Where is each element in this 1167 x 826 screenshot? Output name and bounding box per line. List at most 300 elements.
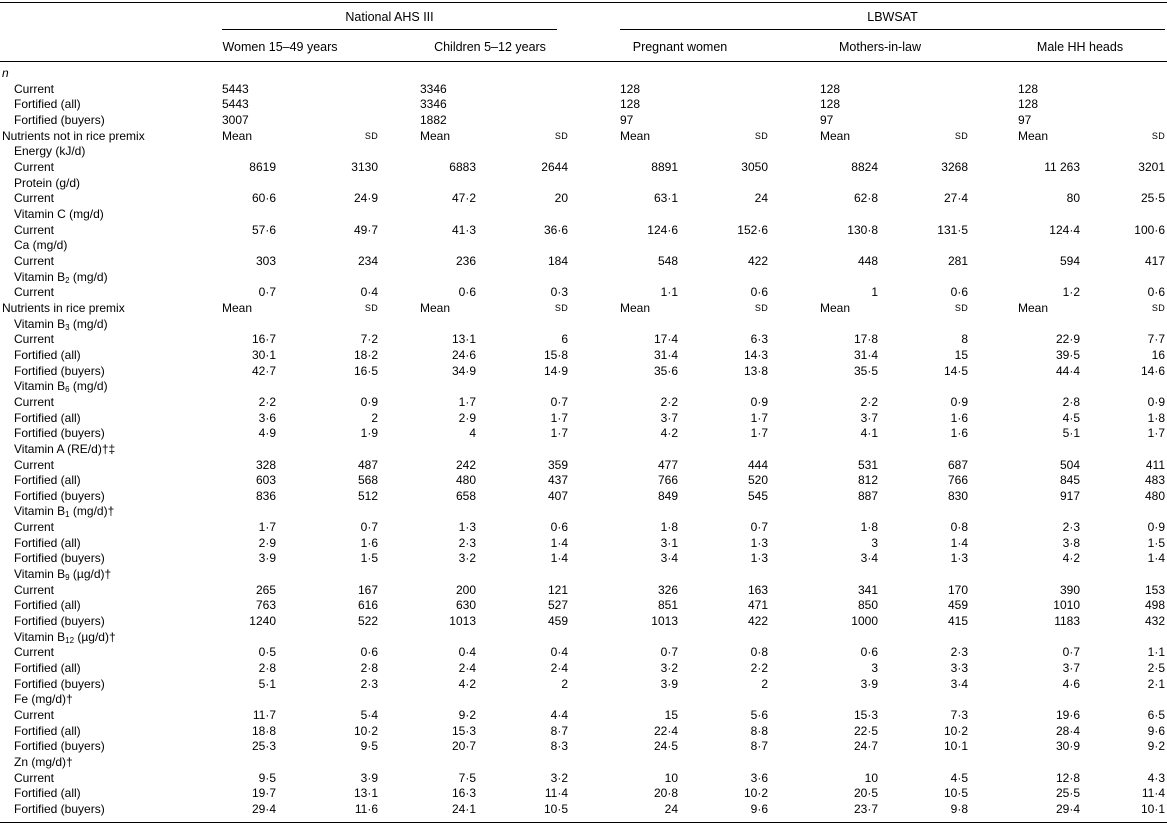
sd-value: 6·5 bbox=[1147, 708, 1165, 723]
sd-value: 471 bbox=[747, 598, 768, 613]
mean-value: 4·9 bbox=[258, 426, 276, 441]
sd-value: 9·6 bbox=[1147, 723, 1165, 738]
mean-value: 836 bbox=[255, 488, 276, 503]
mean-value: 812 bbox=[857, 473, 878, 488]
mean-value: 3·7 bbox=[860, 410, 878, 425]
mean-value: 28·4 bbox=[1055, 723, 1080, 738]
mean-header: Mean bbox=[620, 128, 651, 143]
nutrient-label: Vitamin $B_9$ (µg/d)† bbox=[14, 567, 112, 583]
mean-value: 1010 bbox=[1053, 598, 1080, 613]
sd-value: 422 bbox=[747, 614, 768, 629]
sd-value: 3·9 bbox=[360, 770, 378, 785]
sd-value: 1·4 bbox=[950, 535, 968, 550]
mean-value: 1·3 bbox=[458, 520, 476, 535]
mean-value: 3·2 bbox=[458, 551, 476, 566]
header-rule bbox=[0, 61, 1167, 62]
sd-value: 9·5 bbox=[360, 739, 378, 754]
row-label: Current bbox=[14, 222, 55, 237]
mean-value: 630 bbox=[455, 598, 476, 613]
sd-value: 520 bbox=[747, 473, 768, 488]
row-label: Fortified (all) bbox=[14, 598, 81, 613]
sd-value: 7·7 bbox=[1147, 332, 1165, 347]
sd-value: 498 bbox=[1144, 598, 1165, 613]
mean-value: 1·7 bbox=[458, 394, 476, 409]
mean-value: 31·4 bbox=[853, 347, 878, 362]
sample-size-value: 97 bbox=[820, 112, 834, 127]
mean-header: Mean bbox=[222, 300, 253, 315]
mean-value: 11·7 bbox=[252, 708, 276, 723]
mean-value: 531 bbox=[857, 457, 878, 472]
sd-value: 2·3 bbox=[950, 645, 968, 660]
sd-value: 14·6 bbox=[1140, 363, 1165, 378]
mean-value: 30·9 bbox=[1055, 739, 1080, 754]
sd-header: SD bbox=[954, 302, 968, 313]
mean-value: 390 bbox=[1059, 582, 1080, 597]
mean-value: 3·4 bbox=[860, 551, 878, 566]
sd-value: 20 bbox=[554, 191, 568, 206]
mean-value: 25·3 bbox=[251, 739, 276, 754]
sd-value: 1·7 bbox=[750, 426, 768, 441]
mean-value: 303 bbox=[255, 253, 276, 268]
sd-value: 407 bbox=[547, 488, 568, 503]
sd-value: 2·5 bbox=[1147, 661, 1165, 676]
sd-value: 11·6 bbox=[354, 802, 378, 817]
sd-value: 3·3 bbox=[950, 661, 968, 676]
sd-value: 411 bbox=[1145, 457, 1165, 472]
row-label: Current bbox=[14, 708, 55, 723]
column-group-header: Mothers-in-law bbox=[839, 40, 921, 54]
mean-value: 35·6 bbox=[653, 363, 678, 378]
sd-value: 766 bbox=[947, 473, 968, 488]
sample-size-value: 97 bbox=[1018, 112, 1032, 127]
sd-value: 2 bbox=[371, 410, 378, 425]
mean-value: 236 bbox=[455, 253, 476, 268]
sd-value: 167 bbox=[357, 582, 378, 597]
row-label: Fortified (all) bbox=[14, 661, 81, 676]
sd-value: 3·4 bbox=[950, 676, 968, 691]
sd-value: 5·6 bbox=[750, 708, 768, 723]
mean-value: 3·4 bbox=[660, 551, 678, 566]
mean-value: 2·3 bbox=[458, 535, 476, 550]
sd-value: 0·6 bbox=[360, 645, 378, 660]
sd-value: 432 bbox=[1144, 614, 1165, 629]
nutrient-label: Protein (g/d) bbox=[14, 175, 81, 190]
mean-value: 2·8 bbox=[1062, 394, 1080, 409]
sd-value: 0·4 bbox=[360, 285, 378, 300]
nutrient-label: Vitamin C (mg/d) bbox=[14, 206, 104, 221]
mean-value: 1240 bbox=[249, 614, 276, 629]
sd-value: 100·6 bbox=[1134, 222, 1165, 237]
sd-value: 459 bbox=[547, 614, 568, 629]
mean-value: 1·8 bbox=[660, 520, 678, 535]
sd-value: 16 bbox=[1151, 347, 1165, 362]
row-label: Fortified (all) bbox=[14, 347, 81, 362]
mean-value: 887 bbox=[857, 488, 878, 503]
sample-size-value: 128 bbox=[820, 97, 841, 112]
sd-value: 687 bbox=[947, 457, 968, 472]
sd-value: 8·3 bbox=[550, 739, 568, 754]
mean-value: 7·5 bbox=[458, 770, 476, 785]
section-label: Nutrients in rice premix bbox=[2, 300, 125, 315]
mean-value: 39·5 bbox=[1055, 347, 1080, 362]
mean-value: 1·7 bbox=[258, 520, 276, 535]
sd-value: 11·4 bbox=[1141, 786, 1165, 801]
mean-value: 2·3 bbox=[1062, 520, 1080, 535]
sample-size-value: 128 bbox=[620, 81, 641, 96]
sd-value: 2 bbox=[761, 676, 768, 691]
sd-value: 487 bbox=[357, 457, 378, 472]
row-label: Fortified (buyers) bbox=[14, 739, 105, 754]
nutrient-label: Vitamin $B_6$ (mg/d) bbox=[14, 379, 108, 395]
sd-value: 0·9 bbox=[1147, 394, 1165, 409]
mean-value: 22·9 bbox=[1055, 332, 1080, 347]
row-label: Fortified (all) bbox=[14, 410, 81, 425]
row-label: Fortified (buyers) bbox=[14, 614, 105, 629]
top-rule bbox=[0, 2, 1167, 3]
mean-value: 849 bbox=[657, 488, 678, 503]
sd-value: 234 bbox=[357, 253, 378, 268]
sd-value: 25·5 bbox=[1140, 191, 1165, 206]
sd-value: 10·2 bbox=[353, 723, 378, 738]
sample-size-value: 5443 bbox=[222, 97, 249, 112]
sample-size-value: 5443 bbox=[222, 81, 249, 96]
sd-value: 16·5 bbox=[353, 363, 378, 378]
mean-header: Mean bbox=[820, 300, 851, 315]
sd-value: 0·6 bbox=[550, 520, 568, 535]
row-label: Current bbox=[14, 81, 55, 96]
sd-value: 3268 bbox=[941, 159, 968, 174]
mean-value: 3 bbox=[871, 661, 878, 676]
mean-value: 6883 bbox=[449, 159, 476, 174]
mean-value: 2·9 bbox=[258, 535, 276, 550]
row-label: Current bbox=[14, 394, 55, 409]
row-label: Fortified (buyers) bbox=[14, 363, 105, 378]
mean-value: 57·6 bbox=[251, 222, 276, 237]
sd-value: 437 bbox=[547, 473, 568, 488]
mean-value: 850 bbox=[857, 598, 878, 613]
sd-value: 0·9 bbox=[360, 394, 378, 409]
sd-value: 1·6 bbox=[950, 426, 968, 441]
sd-value: 36·6 bbox=[543, 222, 568, 237]
mean-value: 1013 bbox=[449, 614, 476, 629]
sd-value: 49·7 bbox=[353, 222, 378, 237]
mean-value: 20·7 bbox=[451, 739, 476, 754]
subscript: 9 bbox=[65, 573, 70, 583]
mean-value: 20·5 bbox=[853, 786, 878, 801]
sd-value: 4·3 bbox=[1147, 770, 1165, 785]
sd-value: 415 bbox=[947, 614, 968, 629]
sd-value: 545 bbox=[747, 488, 768, 503]
mean-value: 1·1 bbox=[660, 285, 678, 300]
mean-value: 24·7 bbox=[853, 739, 878, 754]
sd-value: 5·4 bbox=[360, 708, 378, 723]
sd-value: 459 bbox=[947, 598, 968, 613]
mean-value: 10 bbox=[864, 770, 878, 785]
mean-value: 766 bbox=[657, 473, 678, 488]
sd-value: 153 bbox=[1144, 582, 1165, 597]
mean-value: 3·7 bbox=[660, 410, 678, 425]
sd-header: SD bbox=[1151, 130, 1165, 141]
sd-value: 0·7 bbox=[360, 520, 378, 535]
mean-value: 0·7 bbox=[1062, 645, 1080, 660]
sd-value: 27·4 bbox=[943, 191, 968, 206]
sd-value: 1·4 bbox=[1147, 551, 1165, 566]
row-label: Fortified (buyers) bbox=[14, 488, 105, 503]
mean-value: 0·7 bbox=[258, 285, 276, 300]
sd-value: 8·7 bbox=[750, 739, 768, 754]
sd-value: 2 bbox=[561, 676, 568, 691]
sd-value: 2·2 bbox=[750, 661, 768, 676]
mean-value: 480 bbox=[455, 473, 476, 488]
mean-value: 19·7 bbox=[251, 786, 276, 801]
sd-value: 7·2 bbox=[360, 332, 378, 347]
group-header: National AHS III bbox=[345, 10, 434, 24]
subscript: 3 bbox=[65, 322, 70, 332]
sd-value: 163 bbox=[747, 582, 768, 597]
mean-value: 29·4 bbox=[251, 802, 276, 817]
nutrient-label: Vitamin A (RE/d)†‡ bbox=[14, 441, 116, 456]
mean-value: 17·8 bbox=[853, 332, 878, 347]
sample-size-value: 97 bbox=[620, 112, 634, 127]
sd-value: 1·5 bbox=[360, 551, 378, 566]
row-label: Fortified (all) bbox=[14, 97, 81, 112]
sd-value: 14·9 bbox=[543, 363, 568, 378]
mean-value: 12·8 bbox=[1055, 770, 1080, 785]
mean-value: 2·8 bbox=[258, 661, 276, 676]
mean-value: 0·7 bbox=[660, 645, 678, 660]
sd-value: 1·5 bbox=[1147, 535, 1165, 550]
mean-value: 448 bbox=[857, 253, 878, 268]
group-underline bbox=[222, 29, 557, 30]
mean-value: 22·4 bbox=[653, 723, 678, 738]
mean-value: 4·6 bbox=[1062, 676, 1080, 691]
sd-value: 170 bbox=[947, 582, 968, 597]
mean-value: 341 bbox=[857, 582, 878, 597]
sample-size-value: 3346 bbox=[420, 81, 447, 96]
sd-header: SD bbox=[1151, 302, 1165, 313]
mean-value: 4·1 bbox=[860, 426, 878, 441]
sample-size-value: 1882 bbox=[420, 112, 447, 127]
mean-header: Mean bbox=[420, 300, 451, 315]
mean-header: Mean bbox=[1018, 300, 1049, 315]
row-label: Fortified (buyers) bbox=[14, 802, 105, 817]
nutrient-label: Energy (kJ/d) bbox=[14, 144, 86, 159]
mean-value: 3·2 bbox=[660, 661, 678, 676]
row-label: Current bbox=[14, 285, 55, 300]
mean-value: 326 bbox=[657, 582, 678, 597]
mean-value: 3·9 bbox=[258, 551, 276, 566]
mean-value: 20·8 bbox=[653, 786, 678, 801]
mean-value: 4·2 bbox=[458, 676, 476, 691]
mean-value: 200 bbox=[455, 582, 476, 597]
sd-value: 9·2 bbox=[1147, 739, 1165, 754]
mean-value: 4·5 bbox=[1062, 410, 1080, 425]
sd-value: 131·5 bbox=[937, 222, 968, 237]
sd-value: 417 bbox=[1144, 253, 1165, 268]
sd-value: 152·6 bbox=[737, 222, 768, 237]
mean-value: 1183 bbox=[1054, 614, 1080, 629]
sd-value: 10·5 bbox=[543, 802, 568, 817]
sd-value: 527 bbox=[547, 598, 568, 613]
mean-value: 34·9 bbox=[451, 363, 476, 378]
group-header: LBWSAT bbox=[867, 10, 918, 24]
sd-value: 1·8 bbox=[1147, 410, 1165, 425]
mean-value: 35·5 bbox=[853, 363, 878, 378]
column-group-header: Pregnant women bbox=[632, 40, 728, 54]
sd-value: 0·6 bbox=[750, 285, 768, 300]
mean-value: 4·2 bbox=[1062, 551, 1080, 566]
sd-value: 3130 bbox=[351, 159, 378, 174]
sd-value: 480 bbox=[1144, 488, 1165, 503]
mean-value: 24 bbox=[664, 802, 678, 817]
row-label: Current bbox=[14, 253, 55, 268]
row-label: Fortified (buyers) bbox=[14, 551, 105, 566]
subscript: 2 bbox=[65, 275, 70, 285]
section-label: Nutrients not in rice premix bbox=[2, 128, 145, 143]
sd-value: 4·4 bbox=[550, 708, 568, 723]
sd-value: 1·1 bbox=[1147, 645, 1165, 660]
sd-value: 10·1 bbox=[1140, 802, 1165, 817]
row-label: Fortified (all) bbox=[14, 535, 81, 550]
sd-value: 6·3 bbox=[750, 332, 768, 347]
mean-value: 22·5 bbox=[853, 723, 878, 738]
sd-value: 13·1 bbox=[353, 786, 378, 801]
sample-size-value: 128 bbox=[1018, 97, 1039, 112]
sd-value: 830 bbox=[947, 488, 968, 503]
group-underline bbox=[620, 29, 1165, 30]
mean-value: 548 bbox=[657, 253, 678, 268]
mean-value: 44·4 bbox=[1055, 363, 1080, 378]
mean-value: 16·7 bbox=[251, 332, 276, 347]
mean-value: 0·5 bbox=[258, 645, 276, 660]
mean-value: 658 bbox=[455, 488, 476, 503]
sd-value: 11·4 bbox=[544, 786, 568, 801]
mean-value: 2·2 bbox=[660, 394, 678, 409]
mean-value: 8824 bbox=[851, 159, 878, 174]
sd-value: 1·7 bbox=[750, 410, 768, 425]
sd-value: 2·4 bbox=[550, 661, 568, 676]
sd-value: 1·4 bbox=[550, 535, 568, 550]
mean-value: 15·3 bbox=[451, 723, 476, 738]
sd-value: 14·5 bbox=[943, 363, 968, 378]
sd-value: 1·3 bbox=[750, 551, 768, 566]
row-label: Fortified (buyers) bbox=[14, 112, 105, 127]
mean-value: 23·7 bbox=[853, 802, 878, 817]
mean-value: 17·4 bbox=[653, 332, 678, 347]
sd-value: 10·2 bbox=[743, 786, 768, 801]
sd-value: 2·1 bbox=[1147, 676, 1165, 691]
mean-value: 603 bbox=[255, 473, 276, 488]
mean-value: 1000 bbox=[851, 614, 878, 629]
nutrient-label: Vitamin $B_{12}$ (µg/d)† bbox=[14, 629, 116, 645]
sd-value: 3201 bbox=[1138, 159, 1165, 174]
mean-value: 124·4 bbox=[1049, 222, 1080, 237]
sd-value: 0·7 bbox=[750, 520, 768, 535]
mean-value: 917 bbox=[1059, 488, 1080, 503]
mean-value: 29·4 bbox=[1055, 802, 1080, 817]
row-label: Current bbox=[14, 191, 55, 206]
sd-value: 121 bbox=[547, 582, 568, 597]
mean-value: 2·9 bbox=[458, 410, 476, 425]
mean-value: 41·3 bbox=[451, 222, 476, 237]
mean-value: 1·8 bbox=[860, 520, 878, 535]
sd-header: SD bbox=[554, 130, 568, 141]
row-label: Current bbox=[14, 332, 55, 347]
sample-size-value: 128 bbox=[820, 81, 841, 96]
mean-value: 851 bbox=[657, 598, 678, 613]
sd-value: 1·4 bbox=[550, 551, 568, 566]
mean-value: 265 bbox=[255, 582, 276, 597]
nutrient-label: Vitamin $B_3$ (mg/d) bbox=[14, 316, 108, 332]
mean-value: 3 bbox=[871, 535, 878, 550]
sd-header: SD bbox=[754, 302, 768, 313]
sd-header: SD bbox=[754, 130, 768, 141]
mean-value: 15·3 bbox=[853, 708, 878, 723]
nutrient-label: Zn (mg/d)† bbox=[14, 755, 73, 770]
mean-value: 3·6 bbox=[258, 410, 276, 425]
nutrient-label: Ca (mg/d) bbox=[14, 238, 68, 253]
mean-value: 31·4 bbox=[653, 347, 678, 362]
sd-value: 9·6 bbox=[750, 802, 768, 817]
mean-value: 9·5 bbox=[258, 770, 276, 785]
row-label: Current bbox=[14, 159, 55, 174]
sd-value: 10·1 bbox=[943, 739, 968, 754]
sd-value: 0·9 bbox=[750, 394, 768, 409]
row-label: Current bbox=[14, 582, 55, 597]
mean-header: Mean bbox=[820, 128, 851, 143]
sd-value: 24·9 bbox=[353, 191, 378, 206]
sd-value: 6 bbox=[561, 332, 568, 347]
sd-value: 1·3 bbox=[950, 551, 968, 566]
mean-value: 24·6 bbox=[451, 347, 476, 362]
sd-value: 0·8 bbox=[950, 520, 968, 535]
mean-value: 763 bbox=[255, 598, 276, 613]
mean-value: 9·2 bbox=[458, 708, 476, 723]
mean-header: Mean bbox=[620, 300, 651, 315]
sd-value: 8 bbox=[961, 332, 968, 347]
sd-value: 184 bbox=[547, 253, 568, 268]
mean-value: 3·7 bbox=[1062, 661, 1080, 676]
mean-value: 2·2 bbox=[258, 394, 276, 409]
mean-value: 4·2 bbox=[660, 426, 678, 441]
sd-value: 2·3 bbox=[360, 676, 378, 691]
mean-value: 504 bbox=[1059, 457, 1080, 472]
row-label: Current bbox=[14, 770, 55, 785]
column-group-header: Male HH heads bbox=[1036, 40, 1124, 54]
sd-header: SD bbox=[364, 130, 378, 141]
mean-header: Mean bbox=[420, 128, 451, 143]
sample-size-value: 3346 bbox=[420, 97, 447, 112]
sd-value: 10·2 bbox=[943, 723, 968, 738]
mean-value: 11 263 bbox=[1044, 159, 1080, 174]
sample-size-value: 3007 bbox=[222, 112, 249, 127]
mean-value: 25·5 bbox=[1055, 786, 1080, 801]
row-label: Fortified (all) bbox=[14, 473, 81, 488]
mean-value: 13·1 bbox=[451, 332, 476, 347]
sd-value: 1·7 bbox=[550, 426, 568, 441]
mean-value: 1·2 bbox=[1062, 285, 1080, 300]
sd-value: 8·7 bbox=[550, 723, 568, 738]
sd-value: 0·9 bbox=[950, 394, 968, 409]
mean-header: Mean bbox=[1018, 128, 1049, 143]
mean-value: 8619 bbox=[249, 159, 276, 174]
row-label: Current bbox=[14, 645, 55, 660]
sd-value: 2644 bbox=[541, 159, 568, 174]
sd-value: 422 bbox=[747, 253, 768, 268]
sd-value: 568 bbox=[357, 473, 378, 488]
mean-value: 0·6 bbox=[458, 285, 476, 300]
sd-value: 281 bbox=[947, 253, 968, 268]
